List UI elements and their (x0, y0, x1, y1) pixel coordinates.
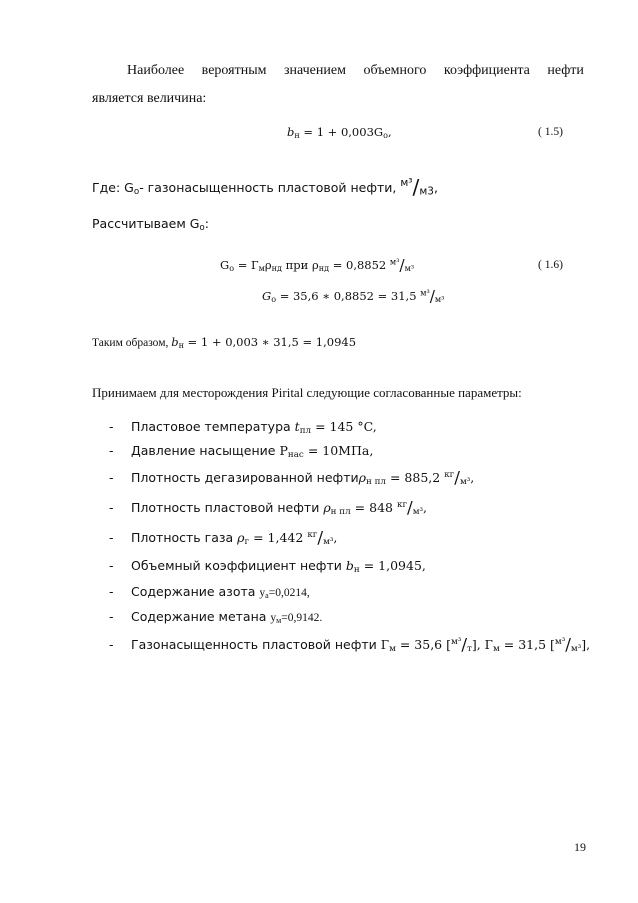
eq16b-text-a: G (262, 289, 272, 303)
intro-line-1 (127, 63, 589, 79)
param-var: b (345, 558, 354, 573)
where-unit-den: м3 (419, 185, 434, 198)
equation-number-1-6: ( 1.6) (538, 259, 563, 271)
page-number: 19 (574, 840, 586, 854)
param-unit-slash: / (461, 634, 468, 655)
where-prefix: Где: G (92, 180, 134, 195)
thus-var: b (171, 335, 179, 349)
calc-heading (92, 216, 209, 234)
eq16b-unit-num: м³ (420, 288, 430, 298)
param-value: =0,0214, (268, 587, 310, 599)
thus-prefix: Таким образом, (92, 337, 169, 349)
param-value: = 848 (354, 500, 393, 515)
param-var: ρ (358, 470, 366, 485)
param-sub: г (244, 537, 250, 548)
eq16-text-e: = 0,8852 (332, 258, 387, 272)
list-dash: - (109, 419, 114, 434)
param-label: Плотность дегазированной нефти (131, 470, 359, 485)
param-sub: м (276, 616, 282, 625)
param-sub: м (389, 644, 396, 655)
eq15-rhs-sub: o (383, 131, 388, 140)
param-label: Пластовое температура (131, 419, 291, 434)
param-value-2: = 31,5 [ (503, 637, 555, 652)
list-dash: - (109, 500, 114, 515)
eq16-unit-num: м³ (389, 257, 400, 267)
where-unit-slash: / (412, 175, 420, 200)
param-mid: ], Г (471, 637, 493, 652)
eq16b-text-b: = 35,6 ∗ 0,8852 = 31,5 (279, 289, 417, 303)
eq16-unit-den: м³ (404, 264, 415, 273)
param-value: = 35,6 [ (399, 637, 451, 652)
eq16-sub-a: o (229, 264, 235, 273)
param-sub: нас (287, 450, 304, 461)
calc-heading-text: Рассчитываем G (92, 216, 200, 231)
param-var: t (294, 419, 300, 434)
equation-1-5 (287, 125, 392, 139)
param-unit-slash: / (454, 467, 460, 488)
list-dash: - (109, 530, 114, 545)
where-text: - газонасыщенность пластовой нефти, (139, 180, 397, 195)
param-value: = 1,442 (253, 530, 304, 545)
eq15-rhs: = 1 + 0,003G (303, 125, 384, 139)
list-item (109, 584, 310, 599)
param-tail: , (470, 470, 475, 485)
where-unit-num: м³ (400, 177, 413, 190)
param-unit-num: кг (396, 500, 408, 511)
eq16-text-b: = Г (237, 258, 259, 272)
param-unit-2-slash: / (565, 634, 571, 655)
param-sub: н пл (330, 507, 351, 518)
eq16-sub-d: нд (318, 264, 330, 273)
param-unit-2-den: м³ (570, 644, 582, 655)
param-unit-num: м³ (451, 637, 462, 648)
eq16-unit-slash: / (399, 256, 405, 275)
param-value: = 885,2 (389, 470, 441, 485)
list-item (109, 497, 428, 518)
param-var: y (259, 587, 266, 599)
param-sub: н пл (365, 477, 386, 488)
where-line (92, 175, 438, 200)
list-item (109, 558, 426, 576)
list-dash: - (109, 558, 114, 573)
eq16-text-c: ρ (264, 258, 272, 272)
param-label: Плотность газа (131, 530, 234, 545)
param-unit-den: м³ (323, 537, 334, 548)
param-label: Газонасыщенность пластовой нефти (131, 637, 377, 652)
calc-heading-sub: o (199, 223, 205, 234)
param-var: ρ (323, 500, 331, 515)
param-tail: ], (581, 637, 591, 652)
thus-rhs: = 1 + 0,003 ∗ 31,5 = 1,0945 (187, 335, 357, 349)
eq16-text-a: G (220, 258, 230, 272)
param-unit-2-num: м³ (554, 637, 566, 648)
param-label: Давление насыщение (131, 443, 276, 458)
list-dash: - (109, 637, 114, 652)
eq15-tail: , (387, 125, 392, 139)
eq16-text-d: при ρ (285, 258, 319, 272)
eq15-lhs-sub: н (294, 131, 300, 140)
param-unit-num: кг (307, 530, 318, 541)
param-unit-den: т (467, 644, 472, 655)
equation-1-6-result (262, 287, 445, 306)
param-label: Объемный коэффициент нефти (131, 558, 342, 573)
list-item (109, 419, 377, 437)
param-tail: , (423, 500, 428, 515)
eq16b-sub-a: o (271, 295, 277, 304)
intro-line-2: является величина: (92, 91, 207, 106)
calc-heading-tail: : (204, 216, 209, 231)
param-label: Плотность пластовой нефти (131, 500, 320, 515)
eq16-sub-b: м (258, 264, 265, 273)
list-dash: - (109, 443, 114, 458)
param-value: = 10МПа, (307, 443, 374, 458)
param-unit-num: кг (444, 470, 455, 481)
accept-line: Принимаем для месторождения Pirital следующие согласованные параметры: (92, 385, 522, 400)
param-sub: а (265, 591, 269, 600)
eq16-sub-c: нд (271, 264, 282, 273)
param-var: Р (279, 443, 288, 458)
param-var: y (270, 612, 277, 624)
list-item (109, 527, 338, 548)
param-mid-sub: м (492, 644, 500, 655)
param-var: ρ (237, 530, 245, 545)
list-dash: - (109, 584, 114, 599)
where-sub: o (133, 187, 140, 198)
param-unit-slash: / (407, 497, 413, 518)
list-item (109, 609, 322, 624)
intro-line-1-text: Наиболее вероятным значением объемного коэффициента нефти (127, 63, 584, 78)
equation-1-6 (220, 256, 415, 275)
list-item (109, 634, 591, 655)
eq15-lhs-var: b (287, 125, 295, 139)
param-sub: н (353, 565, 360, 576)
list-dash: - (109, 609, 114, 624)
param-value: = 145 °C, (315, 419, 377, 434)
param-value: = 1,0945, (363, 558, 426, 573)
eq16b-unit-den: м³ (434, 295, 445, 304)
list-dash: - (109, 470, 114, 485)
param-value: =0,9142. (281, 612, 323, 624)
list-item (109, 467, 475, 488)
param-var: Г (380, 637, 390, 652)
param-unit-slash: / (317, 527, 324, 548)
where-tail: , (433, 180, 438, 195)
equation-number-1-5: ( 1.5) (538, 126, 563, 138)
eq16b-unit-slash: / (429, 287, 435, 306)
param-unit-den: м³ (412, 507, 424, 518)
thus-line (92, 335, 356, 349)
list-item (109, 443, 374, 461)
param-label: Содержание азота (131, 584, 256, 599)
param-label: Содержание метана (131, 609, 267, 624)
param-sub: пл (299, 426, 312, 437)
param-unit-den: м³ (459, 477, 471, 488)
thus-sub: н (178, 341, 184, 350)
param-tail: , (333, 530, 338, 545)
